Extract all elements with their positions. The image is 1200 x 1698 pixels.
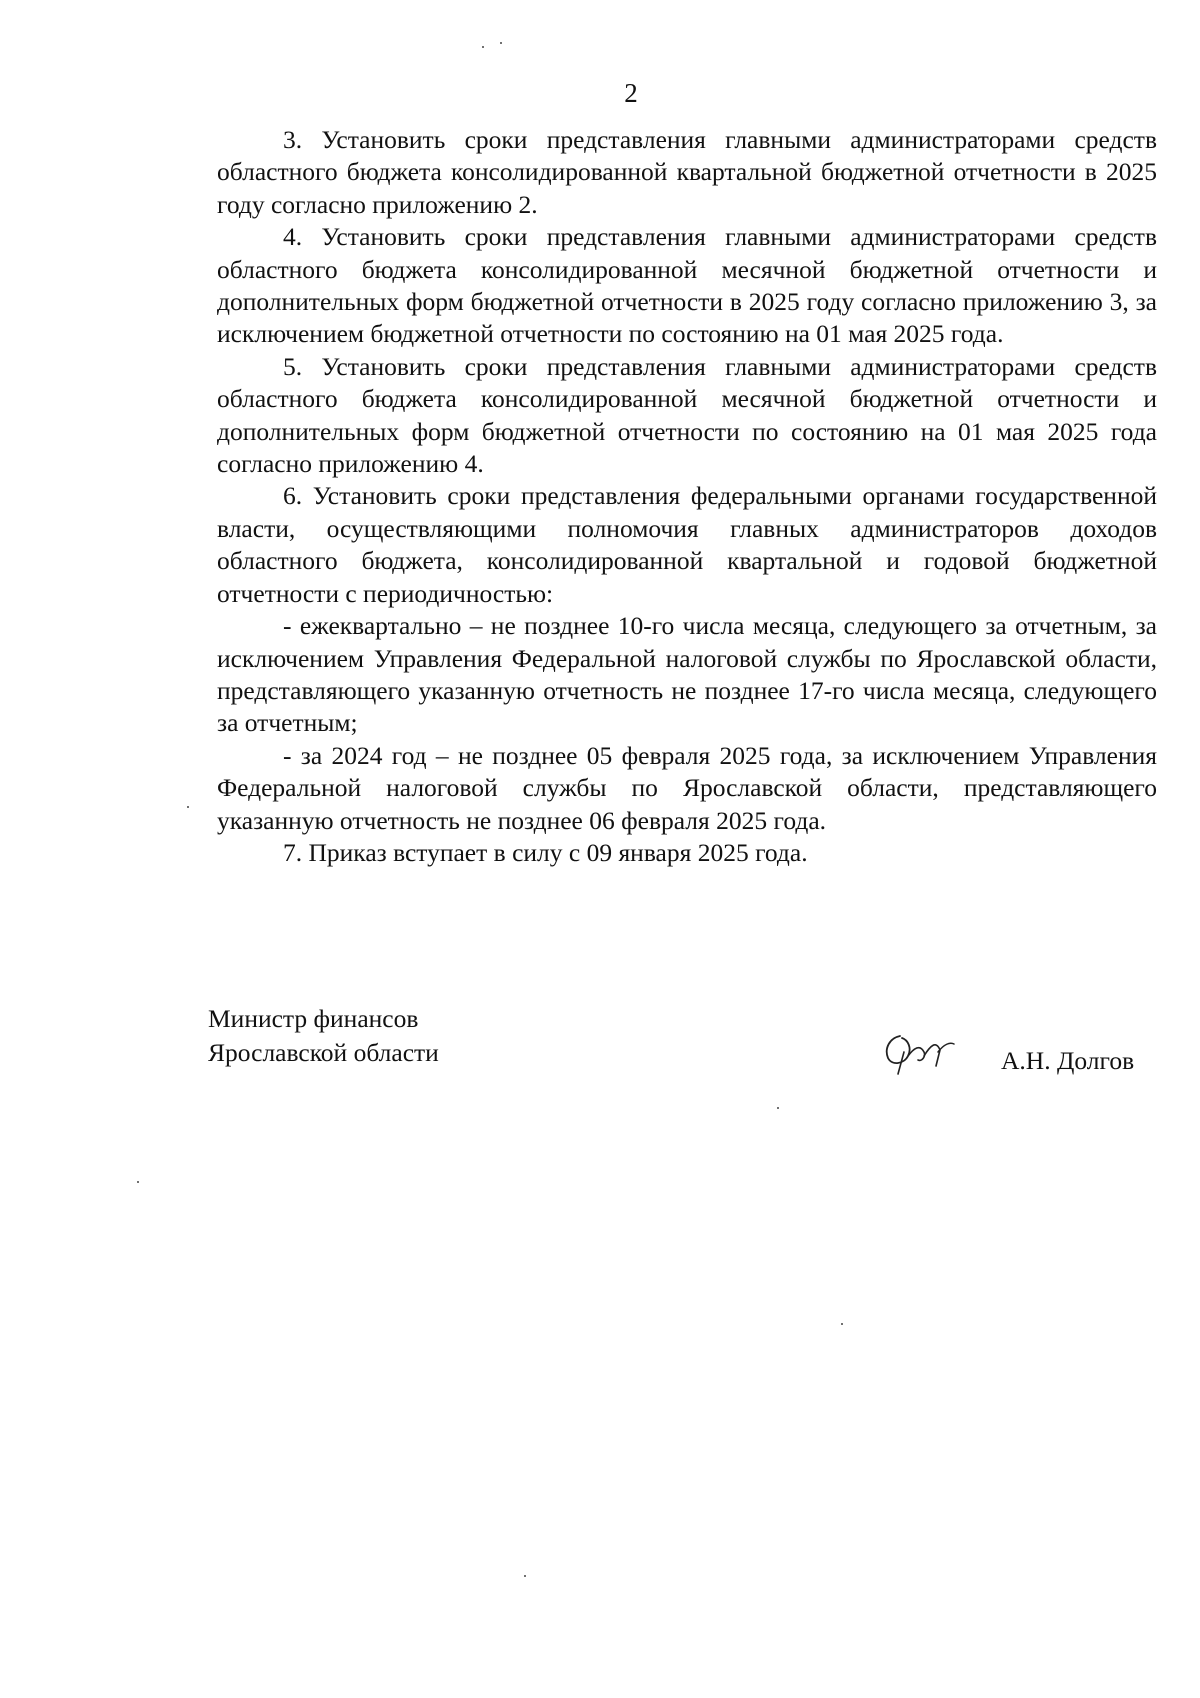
- paragraph-4: 4. Установить сроки представления главными администраторами средств областного бюджета консолидированной месячной бюджетной отчетности и дополнительных форм бюджетной отчетности в 2025 году согласно приложению 3, за исключением бюджетной отчетности по состоянию на 01 мая 2025 года.: [217, 222, 1157, 349]
- scan-speck: [841, 1323, 843, 1325]
- paragraph-5: 5. Установить сроки представления главными администраторами средств областного бюджета консолидированной месячной бюджетной отчетности и дополнительных форм бюджетной отчетности по состоянию на 01 мая 2025 года согласно приложению 4.: [217, 351, 1157, 479]
- scan-speck: [137, 1181, 139, 1183]
- paragraph-6-item-quarterly: - ежеквартально – не позднее 10-го числа месяца, следующего за отчетным, за исключением Управления Федеральной налоговой службы по Ярославской области, представляющего указанную отчетность не позднее 17-го числа месяца, следующего за отчетным;: [217, 611, 1157, 738]
- paragraph-7: 7. Приказ вступает в силу с 09 января 2025 года.: [283, 837, 808, 867]
- page-number: 2: [624, 78, 638, 108]
- scan-speck: [500, 42, 502, 44]
- signatory-title: [208, 1002, 439, 1070]
- scan-speck: [524, 1575, 526, 1577]
- document-body: [217, 124, 1157, 869]
- paragraph-6-item-annual: - за 2024 год – не позднее 05 февраля 2025 года, за исключением Управления Федеральной налоговой службы по Ярославской области, представляющего указанную отчетность не позднее 06 февраля 2025 года.: [217, 740, 1157, 835]
- scan-speck: [777, 1107, 779, 1109]
- handwritten-signature: [878, 1022, 958, 1078]
- scan-speck: [187, 806, 189, 808]
- paragraph-6: 6. Установить сроки представления федеральными органами государственной власти, осуществляющими полномочия главных администраторов доходов областного бюджета, консолидированной квартальной и годовой бюджетной отчетности с периодичностью:: [217, 481, 1157, 608]
- signatory-title-line-2: Ярославской области: [208, 1038, 439, 1067]
- paragraph-3: 3. Установить сроки представления главными администраторами средств областного бюджета консолидированной квартальной бюджетной отчетности в 2025 году согласно приложению 2.: [217, 125, 1157, 219]
- signatory-name: А.Н. Долгов: [1001, 1046, 1135, 1075]
- signatory-title-line-1: Министр финансов: [208, 1004, 419, 1033]
- scan-speck: [482, 46, 484, 48]
